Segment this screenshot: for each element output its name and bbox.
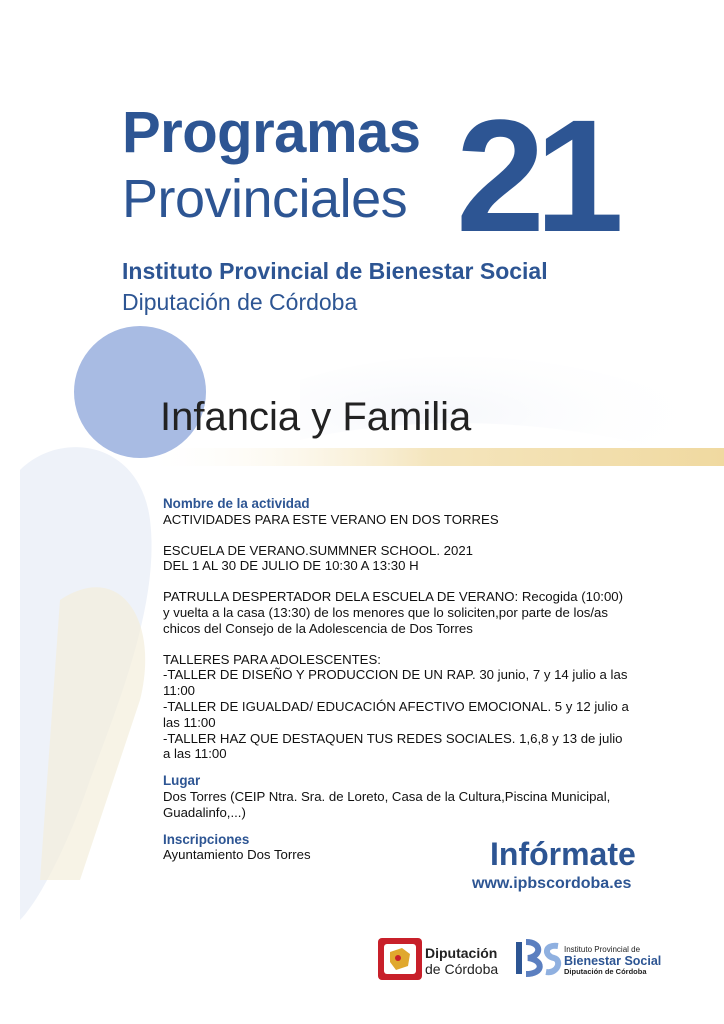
activity-name-label: Nombre de la actividad xyxy=(163,496,310,511)
info-url-link[interactable]: www.ipbscordoba.es xyxy=(472,875,632,892)
place-label: Lugar xyxy=(163,773,201,789)
section-title: Infancia y Familia xyxy=(160,395,472,439)
ipbs-logo-icon xyxy=(514,938,562,978)
place-value: Dos Torres (CEIP Ntra. Sra. de Loreto, Casa de la Cultura,Piscina Municipal, Guadalinfo,...) xyxy=(163,788,611,820)
activity-name-value: ACTIVIDADES PARA ESTE VERANO EN DOS TORRES xyxy=(163,511,499,527)
ipbs-logo-text-1: Instituto Provincial de xyxy=(564,945,641,954)
activity-paragraph-3: TALLERES PARA ADOLESCENTES: -TALLER DE DISEÑO Y PRODUCCION DE UN RAP. 30 junio, 7 y 14 julio a las 11:00 -TALLER DE IGUALDAD/ EDUCACIÓN AFECTIVO EMOCIONAL. 5 y 12 julio a las 11:00 -TALLER HAZ QUE DESTAQUEN TUS REDES SOCIALES. 1,6,8 y 13 de julio a las 11:00 xyxy=(163,651,629,762)
gold-band xyxy=(140,448,724,466)
activity-details xyxy=(163,496,633,863)
ipbs-logo-text-3: Diputación de Córdoba xyxy=(564,967,647,976)
signup-value: Ayuntamiento Dos Torres xyxy=(163,847,311,863)
program-year: 21 xyxy=(456,86,614,265)
institute-name: Instituto Provincial de Bienestar Social xyxy=(122,258,548,284)
diputacion-name: Diputación de Córdoba xyxy=(122,289,358,315)
signup-label: Inscripciones xyxy=(163,831,250,847)
ipbs-logo-text-2: Bienestar Social xyxy=(564,954,662,968)
activity-paragraph-1: ESCUELA DE VERANO.SUMMNER SCHOOL. 2021 DEL 1 AL 30 DE JULIO DE 10:30 A 13:30 H xyxy=(163,542,473,574)
diputacion-logo-icon xyxy=(378,938,422,980)
program-title-line2: Provinciales xyxy=(122,169,408,229)
activity-paragraph-2: PATRULLA DESPERTADOR DELA ESCUELA DE VERANO: Recogida (10:00) y vuelta a la casa (13:30) de los menores que lo soliciten,por parte de los/as chicos del Consejo de la Adolescencia de Dos Torres xyxy=(163,589,624,636)
diputacion-logo-text-1: Diputación xyxy=(425,945,498,961)
diputacion-logo-text-2: de Córdoba xyxy=(425,961,499,977)
program-title-line1: Programas xyxy=(122,100,421,165)
info-heading: Infórmate xyxy=(490,836,636,872)
